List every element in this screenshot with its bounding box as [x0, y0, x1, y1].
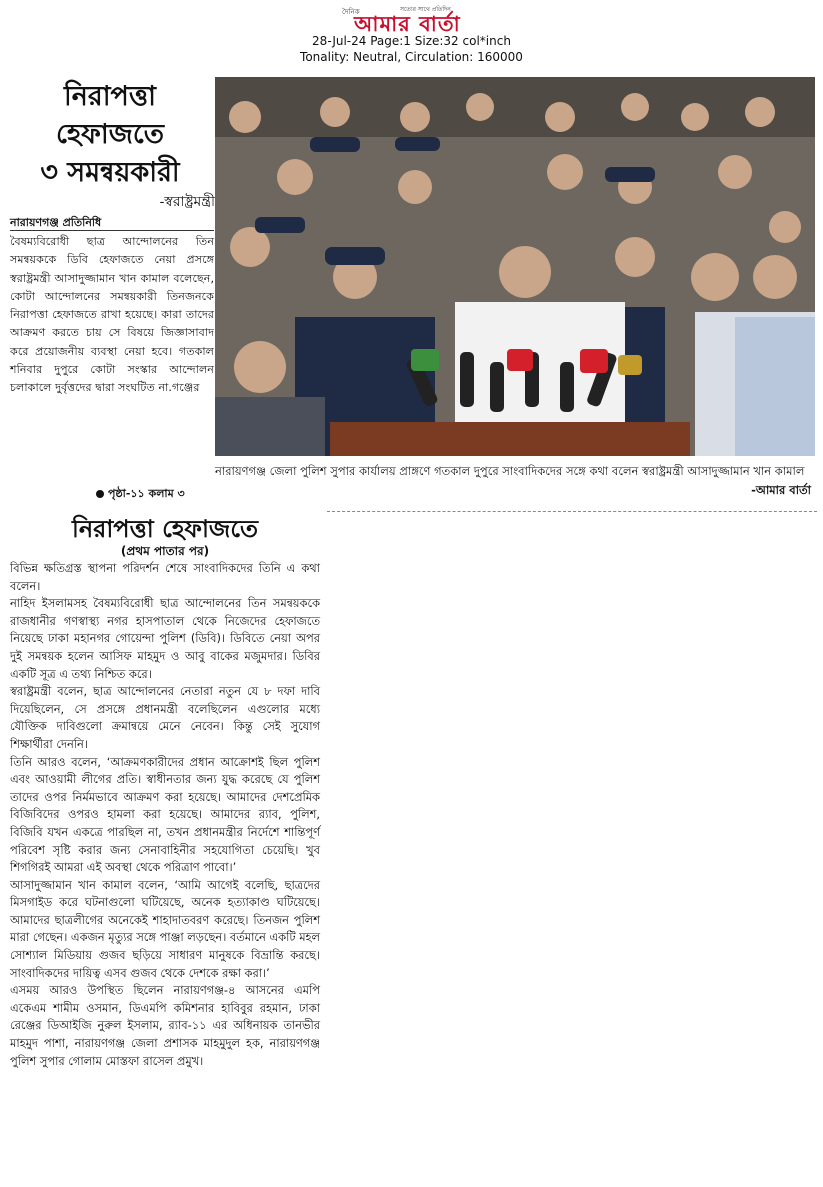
- headline-line-3: ৩ সমন্বয়কারী: [40, 157, 180, 188]
- continuation-paragraph: তিনি আরও বলেন, ‘আক্রমণকারীদের প্রধান আক্রোশই ছিল পুলিশ এবং আওয়ামী লীগের প্রতি। স্বাধীনতার জন্য যুদ্ধ করেছে যে পুলিশ তাদের ওপর নির্মমভাবে আক্রমণ করা হয়েছে। আমাদের দেশপ্রেমিক বিজিবিদের ওপরও হামলা করা হয়েছে। আমাদের র‍্যাব, পুলিশ, বিজিবি যখন একত্রে পারছিল না, তখন প্রধানমন্ত্রীর নির্দেশে শান্তিপূর্ণ পরিবেশ সৃষ্টি করার জন্য সেনাবাহিনীর সহযোগিতা চেয়েছি। খুব শিগগিরই আমরা এই অবস্থা থেকে পরিত্রাণ পাবো।’: [10, 754, 320, 875]
- headline-attribution: -স্বরাষ্ট্রমন্ত্রী: [159, 194, 215, 210]
- continuation-paragraph: এসময় আরও উপস্থিত ছিলেন নারায়ণগঞ্জ-৪ আসনের এমপি একেএম শামীম ওসমান, ডিএমপি কমিশনার হাবিবুর রহমান, ঢাকা রেঞ্জের ডিআইজি নুরুল ইসলাম, র‍্যাব-১১ এর অধিনায়ক তানভীর মাহমুদ পাশা, নারায়ণগঞ্জ জেলা প্রশাসক মাহমুদুল হক, নারায়ণগঞ্জ পুলিশ সুপার গোলাম মোস্তফা রাসেল প্রমুখ।: [10, 983, 320, 1068]
- continuation-paragraph: বিভিন্ন ক্ষতিগ্রস্ত স্থাপনা পরিদর্শন শেষে সাংবাদিকদের তিনি এ কথা বলেন।: [10, 561, 320, 593]
- continuation-subtitle: (প্রথম পাতার পর): [120, 544, 210, 558]
- logo-tag-left: দৈনিক: [342, 8, 360, 16]
- headline-line-1: নিরাপত্তা: [64, 81, 156, 112]
- byline-divider: [10, 230, 214, 231]
- continuation-paragraph: আসাদুজ্জামান খান কামাল বলেন, ‘আমি আগেই বলেছি, ছাত্রদের মিসগাইড করে ঘটনাগুলো ঘটিয়েছে, অনেক হত্যাকাণ্ড ঘটিয়েছে। আমাদের ছাত্রলীগের অনেকেই শাহাদাতবরণ করেছে। তিনজন পুলিশ মারা গেছেন। একজন মৃত্যুর সঙ্গে পাঞ্জা লড়ছেন। বর্তমানে একটি মহল সোশ্যাল মিডিয়ায় গুজব ছড়িয়ে সাধারণ মানুষকে বিভ্রান্তি করছে। সাংবাদিকদের দায়িত্ব এসব গুজব থেকে দেশকে রক্ষা করা।’: [10, 877, 320, 980]
- news-photo: [215, 77, 815, 456]
- photo-credit: -আমার বার্তা: [751, 483, 811, 497]
- photo-caption: [215, 462, 815, 497]
- photo-caption-text: নারায়ণগঞ্জ জেলা পুলিশ সুপার কার্যালয় প্রাঙ্গণে গতকাল দুপুরে সাংবাদিকদের সঙ্গে কথা বলেন স্বরাষ্ট্রমন্ত্রী আসাদুজ্জামান খান কামাল: [215, 464, 805, 478]
- logo-brand: আমার বার্তা: [354, 11, 461, 36]
- lead-headline: [10, 78, 210, 192]
- continuation-paragraph: স্বরাষ্ট্রমন্ত্রী বলেন, ছাত্র আন্দোলনের নেতারা নতুন যে ৮ দফা দাবি দিয়েছিলেন, সে প্রসঙ্গে প্রধানমন্ত্রী বলেছিলেন এগুলোর মধ্যে যৌক্তিক দাবিগুলো ক্রমান্বয়ে মেনে নেবেন। কিন্তু সেই সুযোগ শিক্ষার্থীরা দেননি।: [10, 684, 320, 751]
- reporter-byline: নারায়ণগঞ্জ প্রতিনিধি: [10, 216, 102, 229]
- continuation-paragraph: নাহিদ ইসলামসহ বৈষম্যবিরোধী ছাত্র আন্দোলনের তিন সমন্বয়ককে রাজধানীর গণস্বাস্থ্য নগর হাসপাতাল থেকে নিজেদের হেফাজতে নিয়েছে ঢাকা মহানগর গোয়েন্দা পুলিশ (ডিবি)। ডিবিতে নেয়া অপর দুই সমন্বয়ক হলেন আসিফ মাহমুদ ও আবু বাকের মজুমদার। ডিবির একটি সূত্র এ তথ্য নিশ্চিত করে।: [10, 596, 320, 681]
- logo-tag-right: সত্যের সাথে প্রতিদিন: [400, 6, 451, 13]
- continued-marker: [96, 485, 185, 504]
- clip-meta-line-2: Tonality: Neutral, Circulation: 160000: [300, 50, 523, 64]
- press-conference-photo-illustration: [215, 77, 815, 456]
- newspaper-logo: [340, 4, 482, 36]
- headline-line-2: হেফাজতে: [56, 119, 164, 150]
- continuation-title: নিরাপত্তা হেফাজতে: [71, 514, 259, 543]
- section-divider: [327, 511, 817, 512]
- lead-story-body: বৈষম্যবিরোধী ছাত্র আন্দোলনের তিন সমন্বয়ককে ডিবি হেফাজতে নেয়া প্রসঙ্গে স্বরাষ্ট্রমন্ত্রী আসাদুজ্জামান খান কামাল বলেছেন, কোটা আন্দোলনের সমন্বয়কারী তিনজনকে নিরাপত্তা হেফাজতে রাখা হয়েছে। কারা তাদের আক্রমণ করতে চায় সে বিষয়ে জিজ্ঞাসাবাদ করে প্রয়োজনীয় ব্যবস্থা নেয়া হবে। গতকাল শনিবার দুপুরে কোটা সংস্কার আন্দোলন চলাকালে দুর্বৃত্তদের দ্বারা সংঘটিত না.গঞ্জের: [10, 235, 214, 395]
- clip-meta-line-1: 28-Jul-24 Page:1 Size:32 col*inch: [312, 34, 511, 48]
- masthead: [0, 0, 823, 70]
- bullet-icon: [96, 490, 104, 498]
- continuation-body: [10, 560, 320, 1070]
- continued-text: পৃষ্ঠা-১১ কলাম ৩: [108, 487, 185, 500]
